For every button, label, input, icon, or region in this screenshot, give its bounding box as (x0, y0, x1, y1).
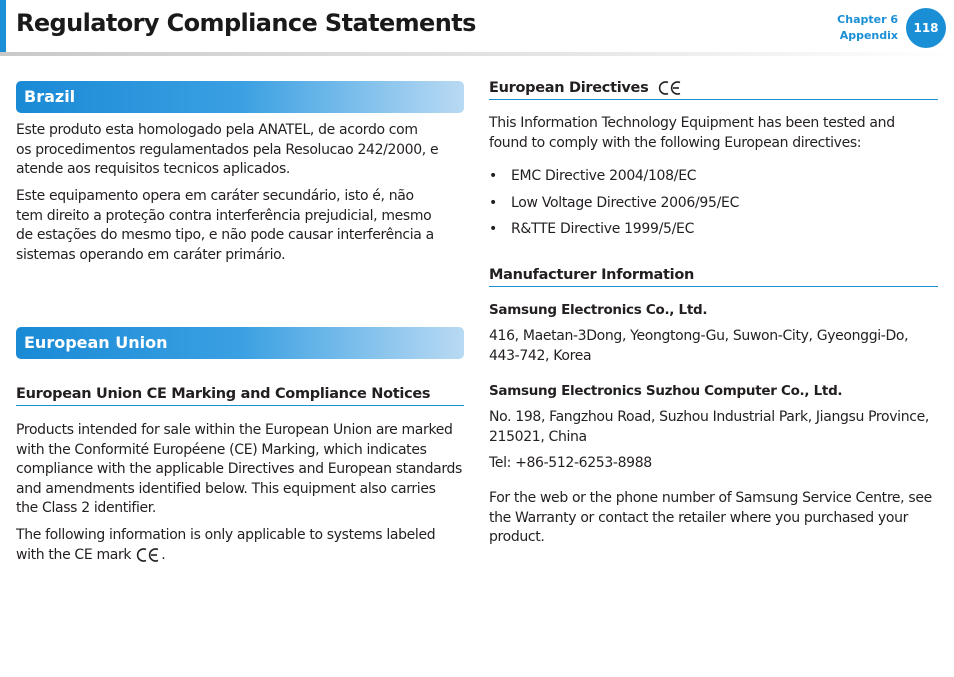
text-line: No. 198, Fangzhou Road, Suzhou Industrial Park, Jiangsu Province, (489, 409, 929, 425)
brazil-paragraph-2 (16, 187, 434, 265)
page-title: Regulatory Compliance Statements (16, 9, 476, 37)
eu-paragraph-1 (16, 421, 462, 519)
directives-intro (489, 114, 895, 153)
text-line: the Class 2 identifier. (16, 500, 157, 517)
company-name-2: Samsung Electronics Suzhou Computer Co., Ltd. (489, 383, 843, 399)
subheading-european-directives (489, 80, 938, 100)
list-item-text: R&TTE Directive 1999/5/EC (511, 221, 695, 237)
list-item (489, 195, 739, 222)
text-line: Este equipamento opera em caráter secundário, isto é, não (16, 188, 414, 204)
company-address-1 (489, 327, 908, 366)
section-bar-brazil (16, 81, 464, 113)
text-line: atende aos requisitos tecnicos aplicados. (16, 161, 291, 178)
text-line: compliance with the applicable Directives and European standards (16, 461, 462, 478)
list-item-text: Low Voltage Directive 2006/95/EC (511, 194, 740, 211)
text-line: product. (489, 529, 545, 546)
text-line: os procedimentos regulamentados pela Resolucao 242/2000, e (16, 141, 439, 158)
header-accent-bar (0, 0, 6, 52)
page-header (0, 0, 954, 56)
company-address-2 (489, 408, 929, 447)
text-line: This Information Technology Equipment has been tested and (489, 115, 895, 131)
text-line: Este produto esta homologado pela ANATEL, de acordo com (16, 122, 418, 138)
sentence-period: . (161, 546, 166, 563)
european-directives-title: European Directives (489, 80, 649, 96)
text-line: 443-742, Korea (489, 347, 592, 364)
ce-mark-text: with the CE mark (16, 546, 132, 563)
text-line: and amendments identified below. This equipment also carries (16, 480, 436, 497)
bullet-mark: • (489, 221, 497, 237)
text-line: the Warranty or contact the retailer where you purchased your (489, 509, 909, 526)
section-heading-brazil: Brazil (24, 87, 76, 106)
chapter-label (837, 12, 898, 44)
bullet-mark: • (489, 194, 497, 211)
header-divider (0, 52, 954, 56)
eu-paragraph-2 (16, 526, 435, 565)
company-telephone: Tel: +86-512-6253-8988 (489, 455, 652, 471)
section-bar-european-union (16, 327, 464, 359)
text-line: For the web or the phone number of Samsung Service Centre, see (489, 490, 932, 506)
text-line: tem direito a proteção contra interferência prejudicial, mesmo (16, 207, 432, 224)
text-line: Products intended for sale within the European Union are marked (16, 422, 453, 438)
chapter-number: Chapter 6 (837, 13, 898, 26)
list-item (489, 168, 739, 195)
list-item-text: EMC Directive 2004/108/EC (511, 168, 697, 184)
chapter-section: Appendix (839, 29, 898, 42)
page-number-badge: 118 (906, 8, 946, 48)
brazil-paragraph-1 (16, 121, 438, 180)
ce-mark-icon (135, 547, 161, 563)
text-line: 215021, China (489, 428, 587, 445)
bullet-mark: • (489, 168, 497, 184)
subheading-manufacturer-information: Manufacturer Information (489, 267, 938, 287)
text-line: 416, Maetan-3Dong, Yeongtong-Gu, Suwon-City, Gyeonggi-Do, (489, 328, 909, 344)
ce-mark-icon (657, 80, 683, 96)
text-line: sistemas operando em caráter primário. (16, 246, 286, 263)
text-line: The following information is only applicable to systems labeled (16, 527, 436, 543)
list-item (489, 221, 739, 248)
service-centre-paragraph (489, 489, 932, 548)
text-line: with the Conformité Européene (CE) Marking, which indicates (16, 441, 427, 458)
text-line-with-ce (16, 546, 435, 566)
directives-list (489, 168, 739, 248)
text-line: de estações do mesmo tipo, e não pode causar interferência a (16, 227, 434, 244)
text-line: found to comply with the following European directives: (489, 134, 862, 151)
section-heading-european-union: European Union (24, 333, 168, 352)
company-name-1: Samsung Electronics Co., Ltd. (489, 302, 708, 318)
subheading-ce-marking: European Union CE Marking and Compliance Notices (16, 386, 464, 406)
